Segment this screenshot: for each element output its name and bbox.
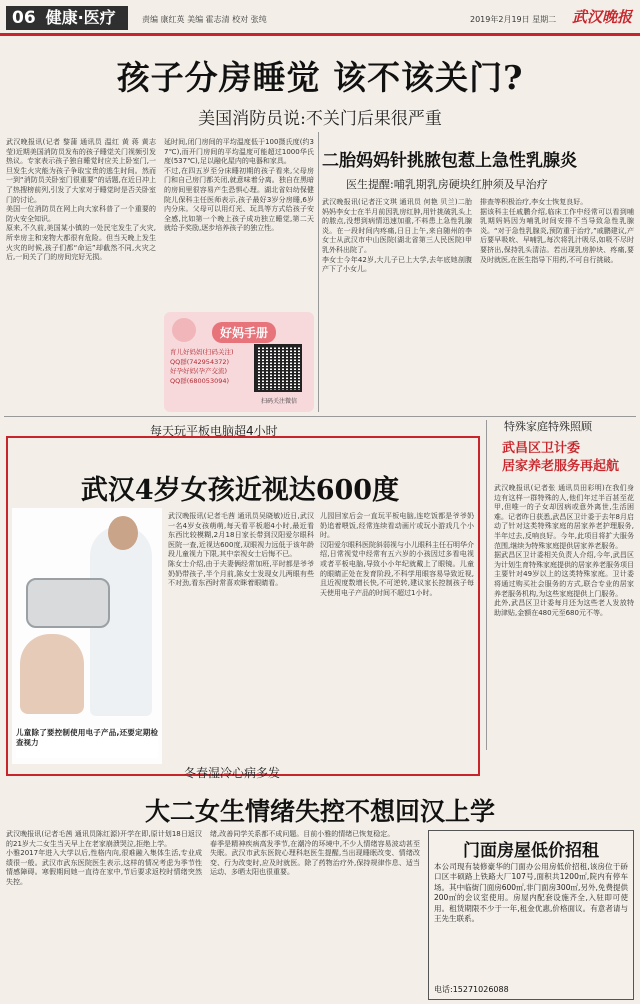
lead-subhead: 美国消防员说:不关门后果很严重 [198, 109, 442, 129]
section-name: 健康·医疗 [45, 8, 116, 27]
rental-ad-phone: 电话:15271026088 [434, 985, 509, 994]
newspaper-logo: 武汉晚报 [572, 8, 633, 26]
doctor-head [108, 516, 138, 550]
mother-illustration [172, 318, 196, 342]
myopia-kicker: 每天玩平板电脑超4小时 [150, 424, 278, 438]
ad-lines: 育儿好妈妈(扫码关注) QQ群(742954372) 好孕好妈(孕产交流) QQ群(680053094) [170, 348, 234, 385]
myopia-column-2: 儿园回家后会一直玩平板电脑,连吃饭都是爷爷奶奶追着喂饭,经常连续看动画片或玩小游戏几个小时。 汉阳爱尔眼科医院斜弱视与小儿眼科主任石明华介绍,日常视觉中经常有五六岁的小孩因过多看电视或者平板电脑,导致小小年纪就戴上了眼镜。儿童的眼睛正处在发育阶段,不科学用眼容易导致近视,且近视度数增长快,不可逆转,建议家长控制孩子每天使用电子产品的时间不超过1小时。 [320, 512, 474, 597]
issue-date: 2019年2月19日 星期二 [470, 15, 557, 24]
elder-headline: 武昌区卫计委 居家养老服务再起航 [502, 441, 620, 474]
mastitis-column-2: 排查等积极治疗,李女士恢复良好。 据该科主任戚鹏介绍,临床工作中经常可以看到哺乳期妈妈因为哺乳时间安排不当导致急性乳腺炎。“对于急性乳腺炎,预防重于治疗,”戚鹏建议,产后要早吸吮、早哺乳,每次将乳汁吸尽,如吸不尽时要挤出,保持乳头清洁。若出现乳房肿块、疼痛,要及时就医,在医生指导下用药,不可自行挑破。 [480, 198, 634, 264]
page-number: 06 [12, 8, 36, 28]
myopia-column-1: 武汉晚报讯(记者毛茜 通讯员吴晓敏)近日,武汉一名4岁女孩萌萌,每天看平板超4小时,最近看东西比较模糊,2月18日家长带到汉阳爱尔眼科医院一查,近视达600度,双眼视力远低于该年龄段儿童视力下限,其中亲视女士后悔不已。 陈女士介绍,由于夫妻俩经常加班,平时都是爷爷奶奶带孩子,半个月前,陈女士发现女儿两眼有些不对劲,看东西时常喜欢眯着眼睛看。 [168, 512, 314, 588]
mastitis-column-1: 武汉晚报讯(记者汪文琪 通讯员 何艳 贝兰)二胎妈妈李女士在半月前因乳房红肿,用针挑破乳头上的脓点,没想到病情迅速加重,不料患上急性乳腺炎。在一段时间内疼痛,日日上午,来自随州的李女士从武汉市中山医院(湖北省第三人民医院)甲乳外科出院了。 李女士今年42岁,大儿子已上大学,去年底她剖腹产下了小女儿。 [322, 198, 472, 274]
parenting-ad [164, 312, 314, 412]
qr-caption: 扫码关注微信 [260, 398, 297, 405]
lead-headline: 孩子分房睡觉 该不该关门? [116, 58, 524, 97]
child-figure [20, 634, 84, 714]
elder-divider [486, 420, 487, 750]
mastitis-headline: 二胎妈妈针挑脓包惹上急性乳腺炎 [322, 151, 577, 171]
header-rule [0, 33, 640, 36]
lead-column-1: 武汉晚报讯(记者 黎蒲 通讯员 温红 黄 蒋 黄志莹)近期美国消防员发布的孩子睡觉关门视频引发热议。专家表示孩子独自睡觉时应关上卧室门,一旦发生火灾能为孩子争取宝贵的逃生时间。然而一到“消防员关卧室门很重要”的话题,在近日冲上了热搜榜前列,引发了大家对于睡觉时是否关卧室门的讨论。 美国一位消防员在网上向大家科普了一个重要的防火安全知识。 原来,不久前,美国某小镇的一处民宅发生了火灾,所幸房主和宠物大都很有危险。但当天晚上发生火灾的时候,孩子们都“命运”却截然不同,火灾之后,一间关了门的房间完好无损。 [6, 138, 156, 262]
section-divider [4, 416, 636, 417]
rental-ad-title: 门面房屋低价招租 [463, 841, 599, 861]
student-column-1: 武汉晚报讯(记者毛茜 通讯员陈红源)开学在即,原计划18日返汉的21岁大二女生当天早上在老家崩溃哭泣,拒绝上学。 小雅2017年进入大学以后,性格内向,很难融入集体生活,专业成绩很一般。武汉市武东医院医生表示,这样的情况考虑为季节性情感障碍。寒假期间她一直待在家中,节后要求返校时情绪突然失控。 [6, 830, 202, 886]
lead-column-2: 延时间,闭门房间的平均温度低于100摄氏度(约37℃),而开门房间的平均温度可能超过1000华氏度(537℃),足以融化屋内的电器和家具。 不过,在四五岁至分床睡初期的孩子看来,父母房门和自己房门都关闭,就意味着分离。独自在黑暗的房间里很容易产生恐惧心理。湖北省妇幼保健院儿保科主任医师表示,孩子最好3岁分房睡,6岁内分床。父母可以用灯光、玩具等方式给孩子安全感,比如第一个晚上孩子成功独立睡觉,第二天就给予奖励,逐步培养孩子的独立性。 [164, 138, 314, 233]
rental-ad-body: 本公司现有装修豪华的门面办公用房低价招租,该房位于硚口区丰硕路上铁路大厂107号,面积共1200㎡,院内有停车场。其中临街门面房600㎡,非门面房300㎡,另外,免费提供200㎡的会议室使用。房屋内配套设施齐全,入驻即可使用。租赁期限不少于一年,租金优惠,价格面议。有意者请与王先生联系。 [434, 862, 628, 924]
qr-code-icon [254, 344, 302, 392]
eye-exam-photo [12, 508, 162, 764]
phoropter-device [26, 578, 110, 628]
editor-credits: 责编 康红英 美编 霍志清 校对 张纯 [142, 15, 267, 24]
student-kicker: 冬春湿冷心病多发 [184, 766, 281, 780]
mastitis-subhead: 医生提醒:哺乳期乳房硬块红肿须及早治疗 [346, 178, 548, 191]
page-number-badge [6, 6, 128, 30]
elder-body: 武汉晚报讯(记者张 通讯员田彩明)在我们身边有这样一群特殊的人,他们年过半百甚至花甲,但唯一的子女却因病或意外离世,生活困难。记者昨日获悉,武昌区卫计委于去年8月启动了针对这类特殊家庭的居家养老护理服务,半年过去,反响良好。今年,此项目将扩大服务范围,继续为特殊家庭提供居家养老服务。 据武昌区卫计委相关负责人介绍,今年,武昌区为计划生育特殊家庭提供的居家养老服务项目主要针对49岁以上的这类特殊家庭。卫计委将通过购买社会服务的方式,联合专业的居家养老服务机构,为这些家庭提供上门服务。 此外,武昌区卫计委每月还为这些老人发放特助津贴,金额在480元至680元不等。 [494, 484, 634, 617]
column-divider [318, 132, 319, 412]
myopia-headline: 武汉4岁女孩近视达600度 [80, 475, 400, 506]
student-column-2: 绪,改善同学关系都不成问题。目前小雅的情绪已恢复稳定。 春季是精神疾病高发季节,在潮冷的环境中,不少人情绪容易波动甚至失眠。武汉市武东医院心理科赵医生提醒,当出现睡眠改变、情绪改变、行为改变时,应及时就医。除了药物治疗外,保持规律作息、适当运动、多晒太阳也很重要。 [210, 830, 420, 877]
photo-caption: 儿童除了要控制使用电子产品,还要定期检查视力 [16, 728, 158, 758]
ad-title: 好妈手册 [212, 322, 276, 343]
elder-kicker: 特殊家庭特殊照顾 [504, 420, 592, 433]
student-headline: 大二女生情绪失控不想回汉上学 [144, 797, 495, 826]
